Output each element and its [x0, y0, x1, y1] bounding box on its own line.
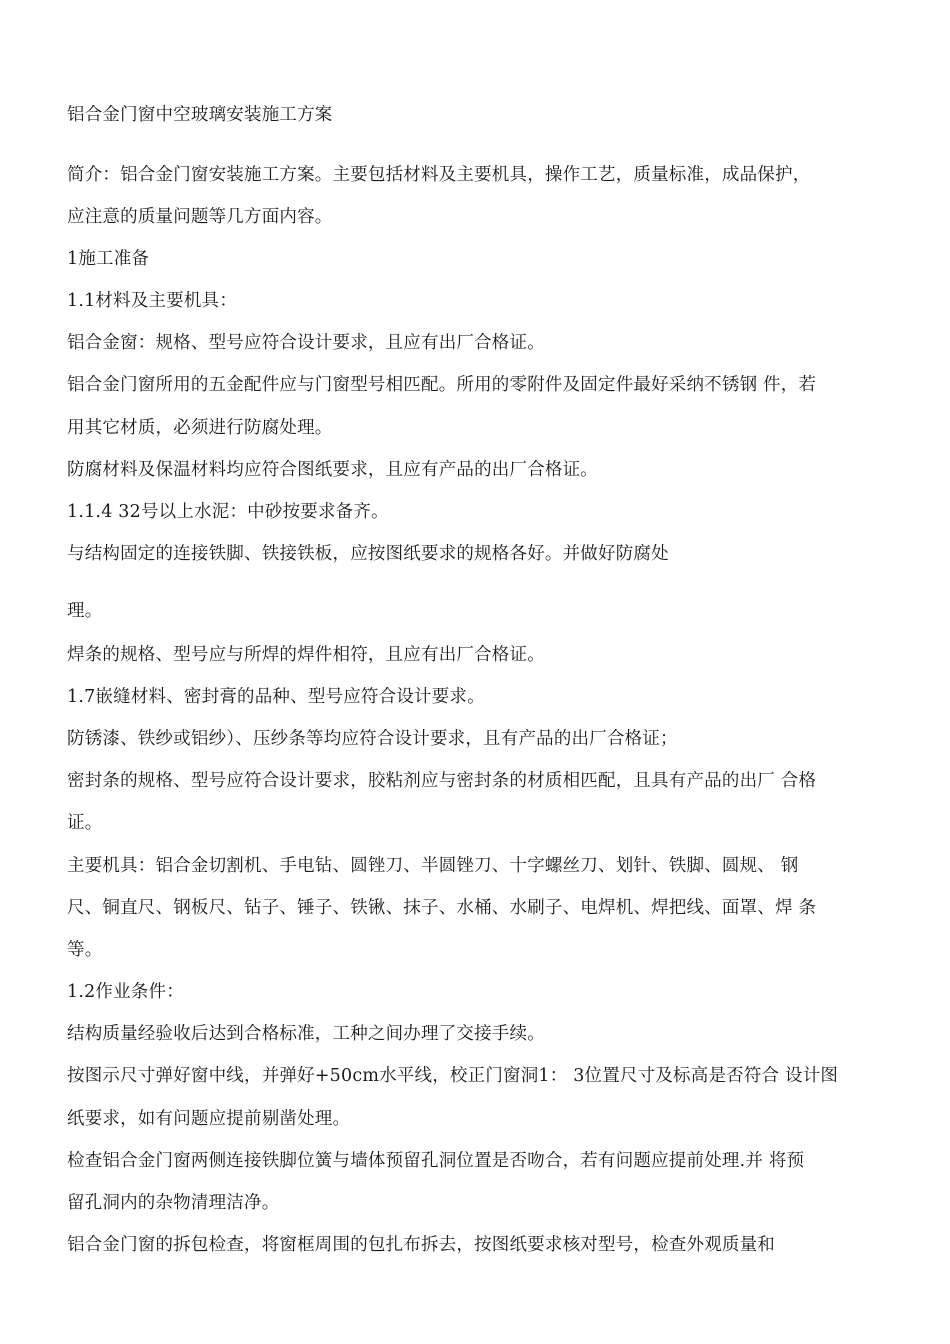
paragraph-line: 主要机具：铝合金切割机、手电钻、圆锉刀、半圆锉刀、十字螺丝刀、划针、铁脚、圆规、 钢: [67, 856, 799, 876]
document-title: 铝合金门窗中空玻璃安装施工方案: [67, 105, 333, 125]
paragraph-line: 理。: [67, 601, 103, 621]
paragraph-line: 密封条的规格、型号应符合设计要求，胶粘剂应与密封条的材质相匹配，且具有产品的出厂 合格: [67, 771, 817, 791]
subsection-heading: 1.1材料及主要机具：: [67, 291, 238, 311]
section-heading: 1施工准备: [67, 249, 150, 269]
paragraph-line: 1.1.4 32号以上水泥：中砂按要求备齐。: [67, 502, 389, 522]
intro-line-1: 简介：铝合金门窗安装施工方案。主要包括材料及主要机具，操作工艺，质量标准，成品保护，: [67, 165, 811, 185]
paragraph-line: 结构质量经验收后达到合格标准，工种之间办理了交接手续。: [67, 1024, 545, 1044]
paragraph-line: 按图示尺寸弹好窗中线，并弹好+50cm水平线，校正门窗洞1： 3位置尺寸及标高是否符合 设计图: [67, 1066, 839, 1086]
paragraph-line: 铝合金门窗的拆包检查，将窗框周围的包扎布拆去，按图纸要求核对型号，检查外观质量和: [67, 1235, 775, 1255]
paragraph-line: 留孔洞内的杂物清理洁净。: [67, 1193, 280, 1213]
paragraph-line: 等。: [67, 940, 103, 960]
paragraph-line: 铝合金门窗所用的五金配件应与门窗型号相匹配。所用的零附件及固定件最好采纳不锈钢 件，若: [67, 375, 817, 395]
paragraph-line: 防锈漆、铁纱或铝纱）、压纱条等均应符合设计要求，且有产品的出厂合格证；: [67, 729, 678, 749]
paragraph-line: 用其它材质，必须进行防腐处理。: [67, 418, 333, 438]
paragraph-line: 尺、铜直尺、钢板尺、钻子、锤子、铁锹、抹子、水桶、水刷子、电焊机、焊把线、面罩、焊 条: [67, 898, 817, 918]
paragraph-line: 防腐材料及保温材料均应符合图纸要求，且应有产品的出厂合格证。: [67, 460, 598, 480]
paragraph-line: 焊条的规格、型号应与所焊的焊件相符，且应有出厂合格证。: [67, 645, 545, 665]
paragraph-line: 纸要求，如有问题应提前剔凿处理。: [67, 1109, 351, 1129]
paragraph-line: 证。: [67, 813, 103, 833]
paragraph-line: 与结构固定的连接铁脚、铁接铁板，应按图纸要求的规格各好。并做好防腐处: [67, 544, 669, 564]
intro-line-2: 应注意的质量问题等几方面内容。: [67, 207, 333, 227]
paragraph-line: 铝合金窗：规格、型号应符合设计要求，且应有出厂合格证。: [67, 333, 545, 353]
subsection-heading: 1.2作业条件：: [67, 982, 184, 1002]
paragraph-line: 检查铝合金门窗两侧连接铁脚位簧与墙体预留孔洞位置是否吻合，若有问题应提前处理.并 将预: [67, 1151, 805, 1171]
paragraph-line: 1.7嵌缝材料、密封膏的品种、型号应符合设计要求。: [67, 687, 485, 707]
